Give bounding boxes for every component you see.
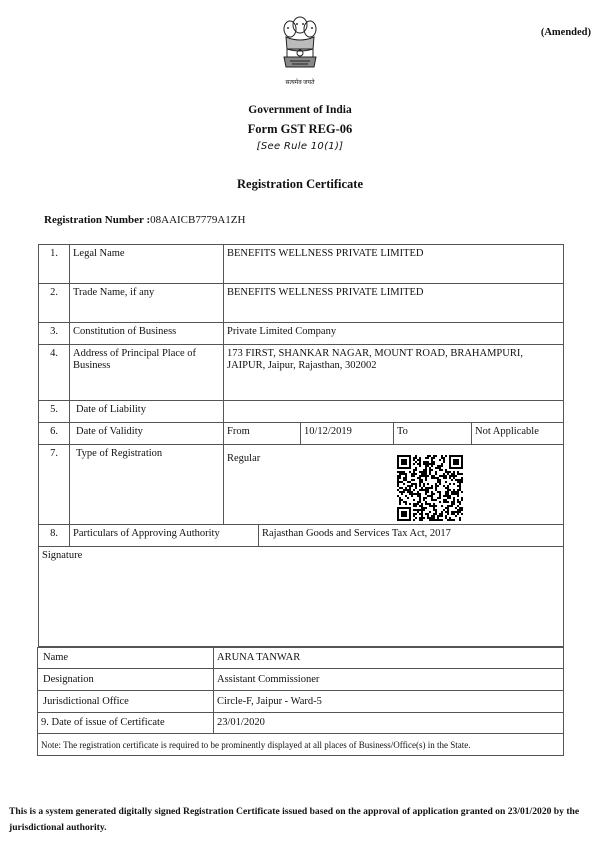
- row-number: 1.: [39, 245, 70, 284]
- table-row: [39, 423, 564, 445]
- constitution-label: Constitution of Business: [70, 323, 224, 345]
- liability-value: [224, 401, 564, 423]
- issue-date-label: 9. Date of issue of Certificate: [38, 713, 214, 734]
- name-label: Name: [38, 648, 214, 669]
- row-number: 6.: [39, 423, 70, 445]
- issue-date-value: 23/01/2020: [214, 713, 564, 734]
- rule-reference: [See Rule 10(1)]: [256, 141, 344, 152]
- registration-type-label: Type of Registration: [70, 445, 224, 525]
- table-row: [39, 284, 564, 323]
- legal-name-value: BENEFITS WELLNESS PRIVATE LIMITED: [224, 245, 564, 284]
- signature-label: Signature: [42, 550, 83, 561]
- approving-authority-value: Rajasthan Goods and Services Tax Act, 2017: [259, 525, 564, 547]
- designation-label: Designation: [38, 669, 214, 691]
- table-row: [39, 245, 564, 284]
- table-row: [38, 669, 564, 691]
- constitution-value: Private Limited Company: [224, 323, 564, 345]
- designation-value: Assistant Commissioner: [214, 669, 564, 691]
- validity-to-value: Not Applicable: [472, 423, 564, 445]
- liability-label: Date of Liability: [70, 401, 224, 423]
- name-value: ARUNA TANWAR: [214, 648, 564, 669]
- table-row: [39, 525, 564, 547]
- table-row: [39, 547, 564, 647]
- registration-type-value: Regular: [227, 453, 261, 464]
- registration-number-line: [44, 214, 245, 226]
- form-title: Form GST REG-06: [247, 122, 353, 136]
- address-label: Address of Principal Place of Business: [70, 345, 224, 401]
- signature-box: [39, 547, 564, 647]
- registration-type-cell: [224, 445, 564, 525]
- validity-label: Date of Validity: [70, 423, 224, 445]
- footer-disclaimer: This is a system generated digitally signed Registration Certificate issued based on the approval of application granted on 23/01/2020 by the jurisdictional authority.: [9, 806, 580, 833]
- table-row: [39, 323, 564, 345]
- legal-name-label: Legal Name: [70, 245, 224, 284]
- authority-table: [37, 647, 564, 756]
- government-heading: Government of India: [248, 104, 352, 116]
- trade-name-value: BENEFITS WELLNESS PRIVATE LIMITED: [224, 284, 564, 323]
- jurisdictional-office-value: Circle-F, Jaipur - Ward-5: [214, 691, 564, 713]
- registration-number-label: Registration Number :: [44, 214, 151, 226]
- table-row: [38, 713, 564, 734]
- amended-label: (Amended): [540, 27, 591, 38]
- validity-from-value: 10/12/2019: [301, 423, 394, 445]
- approving-authority-label: Particulars of Approving Authority: [70, 525, 259, 547]
- table-row: [39, 345, 564, 401]
- table-row: [39, 401, 564, 423]
- table-row: [38, 648, 564, 669]
- row-number: 5.: [39, 401, 70, 423]
- row-number: 3.: [39, 323, 70, 345]
- row-number: 2.: [39, 284, 70, 323]
- validity-from-label: From: [224, 423, 301, 445]
- registration-number-value: 08AAICB7779A1ZH: [150, 214, 246, 226]
- certificate-table: [38, 244, 564, 647]
- table-row: [39, 445, 564, 525]
- table-row: [38, 734, 564, 756]
- emblem-caption: सत्यमेव जयते: [285, 80, 315, 86]
- jurisdictional-office-label: Jurisdictional Office: [38, 691, 214, 713]
- address-value: 173 FIRST, SHANKAR NAGAR, MOUNT ROAD, BRAHAMPURI, JAIPUR, Jaipur, Rajasthan, 302002: [224, 345, 564, 401]
- row-number: 8.: [39, 525, 70, 547]
- qr-code-icon: [397, 455, 463, 521]
- certificate-title: Registration Certificate: [237, 177, 363, 191]
- table-row: [38, 691, 564, 713]
- validity-to-label: To: [394, 423, 472, 445]
- national-emblem: [276, 15, 324, 89]
- trade-name-label: Trade Name, if any: [70, 284, 224, 323]
- row-number: 4.: [39, 345, 70, 401]
- emblem-icon: [280, 15, 320, 75]
- display-note: Note: The registration certificate is required to be prominently displayed at all places of Business/Office(s) in the State.: [38, 734, 564, 756]
- row-number: 7.: [39, 445, 70, 525]
